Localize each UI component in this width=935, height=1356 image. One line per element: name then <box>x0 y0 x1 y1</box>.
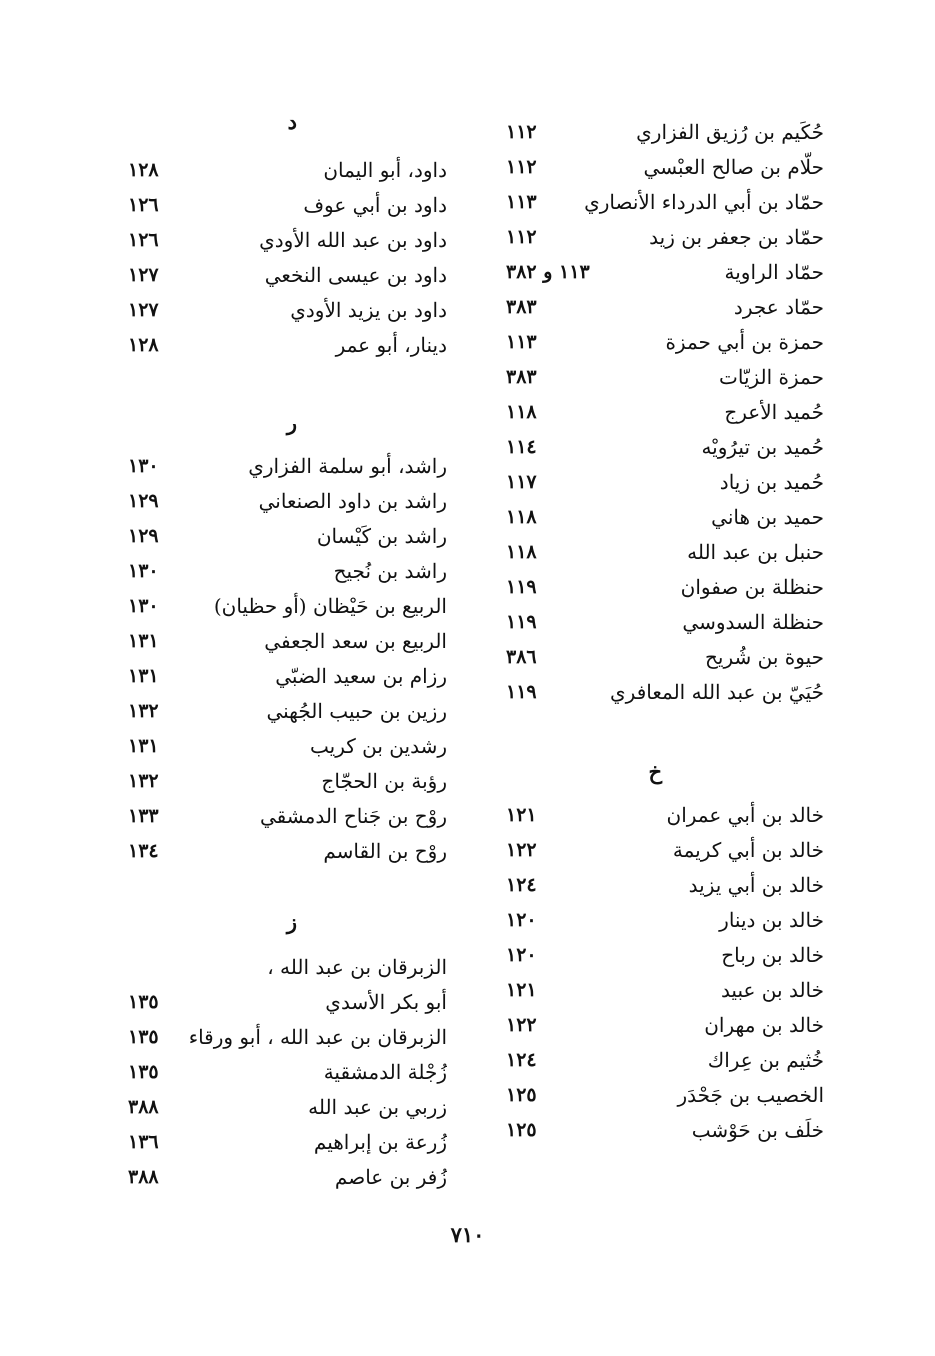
section-letter: ز <box>286 909 297 934</box>
entry-name: حميد بن هاني <box>711 505 824 529</box>
index-entry <box>110 293 530 328</box>
entry-page: ١٣٣ <box>128 805 159 827</box>
entry-name: زُجْلة الدمشقية <box>323 1060 447 1084</box>
entry-page: ١١٢ <box>506 226 537 248</box>
index-entry <box>110 589 530 624</box>
index-entry <box>490 465 910 500</box>
index-entry <box>490 325 910 360</box>
index-entry <box>110 258 530 293</box>
index-entry <box>490 185 910 220</box>
entry-name: دينار، أبو عمر <box>335 333 447 357</box>
entry-name: داود بن عيسى النخعي <box>264 263 447 287</box>
entry-page: ١٣٦ <box>128 1131 159 1153</box>
entry-name: خالد بن دينار <box>719 908 824 932</box>
entry-name: داود بن أبي عوف <box>303 193 447 217</box>
entry-name: زربي بن عبد الله <box>308 1095 447 1119</box>
entry-page: ١١٣ <box>506 331 537 353</box>
entry-page: ١٢٥ <box>506 1119 537 1141</box>
index-entry <box>110 624 530 659</box>
entry-name: روْح بن جَناح الدمشقي <box>260 804 447 828</box>
entry-name: الزبرقان بن عبد الله ، <box>267 955 447 979</box>
entry-name: خُثيم بن عِراك <box>707 1048 824 1072</box>
entry-name: حُيَيّ بن عبد الله المعافري <box>610 680 824 704</box>
index-entry <box>490 500 910 535</box>
index-entry <box>110 694 530 729</box>
index-entry <box>110 1020 530 1055</box>
entry-page: ١٢١ <box>506 804 537 826</box>
entry-name: حمّاد بن أبي الدرداء الأنصاري <box>584 190 824 214</box>
entry-page: ١٣٥ <box>128 991 159 1013</box>
entry-page: ١٢٤ <box>506 874 537 896</box>
index-entry <box>490 903 910 938</box>
index-entry <box>490 150 910 185</box>
entry-page: ٣٨٣ <box>506 366 537 388</box>
index-entry <box>110 223 530 258</box>
index-entry <box>110 764 530 799</box>
entry-page: ١٢٢ <box>506 1014 537 1036</box>
index-entry <box>490 290 910 325</box>
entry-name: خالد بن رباح <box>721 943 824 967</box>
entry-page: ١٢٦ <box>128 194 159 216</box>
index-entry <box>490 938 910 973</box>
index-entry <box>110 153 530 188</box>
entry-name: حُميد بن تيرُويْه <box>701 435 824 459</box>
entry-name: زُفر بن عاصم <box>334 1165 447 1189</box>
section-letter: خ <box>648 759 662 784</box>
entry-name: زُرعة بن إبراهيم <box>313 1130 447 1154</box>
index-entry <box>490 570 910 605</box>
entry-name: رشدين بن كريب <box>310 734 447 758</box>
index-entry <box>110 1125 530 1160</box>
right-column <box>490 0 910 1356</box>
entry-page: ١١٨ <box>506 541 537 563</box>
entry-name: حلّام بن صالح العبْسي <box>643 155 824 179</box>
entry-name: حُميد بن زياد <box>719 470 824 494</box>
index-entry <box>490 605 910 640</box>
section-letter: د <box>287 109 297 134</box>
index-entry <box>490 1113 910 1148</box>
entry-page: ١٢١ <box>506 979 537 1001</box>
index-entry <box>490 640 910 675</box>
entry-name: الخصيب بن جَحْدَر <box>677 1083 824 1107</box>
entry-page: ١١٣ <box>506 191 537 213</box>
index-entry <box>490 868 910 903</box>
left-column <box>110 0 530 1356</box>
entry-name: رزام بن سعيد الضبّي <box>275 664 447 688</box>
entry-page: ١١٤ <box>506 436 537 458</box>
index-entry <box>490 395 910 430</box>
entry-page: ١١٢ <box>506 156 537 178</box>
entry-name: حُكَيم بن رُزيق الفزاري <box>636 120 824 144</box>
index-entry <box>110 328 530 363</box>
entry-page: ١٢٠ <box>506 944 537 966</box>
entry-page: ١٢٨ <box>128 159 159 181</box>
entry-name: حمزة الزيّات <box>719 365 824 389</box>
entry-page: ١٢٤ <box>506 1049 537 1071</box>
entry-page: ١٢٥ <box>506 1084 537 1106</box>
entry-page: ١١٢ <box>506 121 537 143</box>
entry-name: حمّاد عجرد <box>733 295 824 319</box>
entry-page: ١٢٠ <box>506 909 537 931</box>
entry-name: خالد بن أبي كريمة <box>672 838 824 862</box>
entry-name: حمزة بن أبي حمزة <box>665 330 824 354</box>
entry-page: ١١٩ <box>506 576 537 598</box>
index-entry <box>110 985 530 1020</box>
entry-page: ١١٩ <box>506 611 537 633</box>
entry-page: ٣٨٦ <box>506 646 537 668</box>
section-letter: ر <box>286 410 297 435</box>
entry-name: روْح بن القاسم <box>323 839 447 863</box>
entry-page: ٣٨٨ <box>128 1096 159 1118</box>
entry-page: ١٣٠ <box>128 595 159 617</box>
entry-page: ١٢٩ <box>128 490 159 512</box>
entry-name: الزبرقان بن عبد الله ، أبو ورقاء <box>188 1025 447 1049</box>
entry-name: راشد، أبو سلمة الفزاري <box>248 454 447 478</box>
entry-page: ١٣١ <box>128 630 159 652</box>
index-entry <box>110 554 530 589</box>
entry-page: ١٣٠ <box>128 455 159 477</box>
entry-page: ١٢٨ <box>128 334 159 356</box>
entry-name: رزين بن حبيب الجُهني <box>266 699 447 723</box>
entry-name: خالد بن مهران <box>704 1013 824 1037</box>
index-entry <box>490 1043 910 1078</box>
entry-name: داود، أبو اليمان <box>323 158 447 182</box>
entry-page: ١٢٩ <box>128 525 159 547</box>
entry-name: رؤبة بن الحجّاج <box>321 769 447 793</box>
entry-page: ١٣٥ <box>128 1061 159 1083</box>
index-entry <box>490 1078 910 1113</box>
entry-name: خالد بن أبي عمران <box>666 803 824 827</box>
entry-name: راشد بن داود الصنعاني <box>258 489 447 513</box>
index-entry <box>490 255 910 290</box>
index-entry <box>490 833 910 868</box>
index-entry <box>110 449 530 484</box>
index-entry <box>490 798 910 833</box>
entry-name: أبو بكر الأسدي <box>325 990 447 1014</box>
entry-name: الربيع بن سعد الجعفي <box>264 629 447 653</box>
entry-page: ١١٧ <box>506 471 537 493</box>
entry-name: راشد بن كَيْسان <box>316 524 447 548</box>
index-entry <box>110 484 530 519</box>
entry-name: حُميد الأعرج <box>724 400 824 424</box>
entry-name: حنظلة بن صفوان <box>680 575 824 599</box>
entry-page: ١١٨ <box>506 506 537 528</box>
entry-page: ٣٨٨ <box>128 1166 159 1188</box>
entry-page: ١٢٧ <box>128 264 159 286</box>
entry-page: ١١٩ <box>506 681 537 703</box>
index-entry <box>110 519 530 554</box>
entry-page: ١١٨ <box>506 401 537 423</box>
index-entry <box>490 535 910 570</box>
index-entry <box>110 834 530 869</box>
entry-page: ٣٨٣ <box>506 296 537 318</box>
entry-page: ١٣٤ <box>128 840 159 862</box>
index-entry <box>490 360 910 395</box>
entry-name: داود بن عبد الله الأودي <box>259 228 447 252</box>
entry-name: حمّاد الراوية <box>724 260 824 284</box>
entry-name: خلَف بن حَوْشب <box>691 1118 824 1142</box>
entry-name: خالد بن عبيد <box>720 978 824 1002</box>
index-entry <box>490 1008 910 1043</box>
entry-page: ١٣١ <box>128 735 159 757</box>
index-entry <box>490 675 910 710</box>
entry-name: حيوة بن شُريح <box>705 645 824 669</box>
entry-name: حنظلة السدوسي <box>682 610 824 634</box>
entry-page: ١٣٢ <box>128 700 159 722</box>
index-entry <box>110 188 530 223</box>
entry-page: ١١٣ و ٣٨٢ <box>506 261 590 283</box>
index-entry <box>490 115 910 150</box>
entry-name: حمّاد بن جعفر بن زيد <box>649 225 824 249</box>
index-entry <box>110 1160 530 1195</box>
entry-page: ١٣٠ <box>128 560 159 582</box>
entry-page: ١٢٦ <box>128 229 159 251</box>
index-entry <box>490 430 910 465</box>
entry-page: ١٣٢ <box>128 770 159 792</box>
index-entry <box>490 220 910 255</box>
entry-name: الربيع بن حَيْظان (أو حظيان) <box>213 594 447 618</box>
entry-name: خالد بن أبي يزيد <box>688 873 824 897</box>
index-entry <box>490 973 910 1008</box>
entry-name: راشد بن نُجيح <box>333 559 447 583</box>
entry-name: داود بن يزيد الأودي <box>290 298 447 322</box>
entry-page: ١٣١ <box>128 665 159 687</box>
entry-page: ١٣٥ <box>128 1026 159 1048</box>
entry-name: حنبل بن عبد الله <box>687 540 824 564</box>
index-entry <box>110 1090 530 1125</box>
entry-page: ١٢٧ <box>128 299 159 321</box>
index-entry <box>110 729 530 764</box>
entry-page: ١٢٢ <box>506 839 537 861</box>
page-number: ٧١٠ <box>450 1222 485 1247</box>
index-entry <box>110 1055 530 1090</box>
index-entry <box>110 799 530 834</box>
index-entry <box>110 950 530 985</box>
index-entry <box>110 659 530 694</box>
